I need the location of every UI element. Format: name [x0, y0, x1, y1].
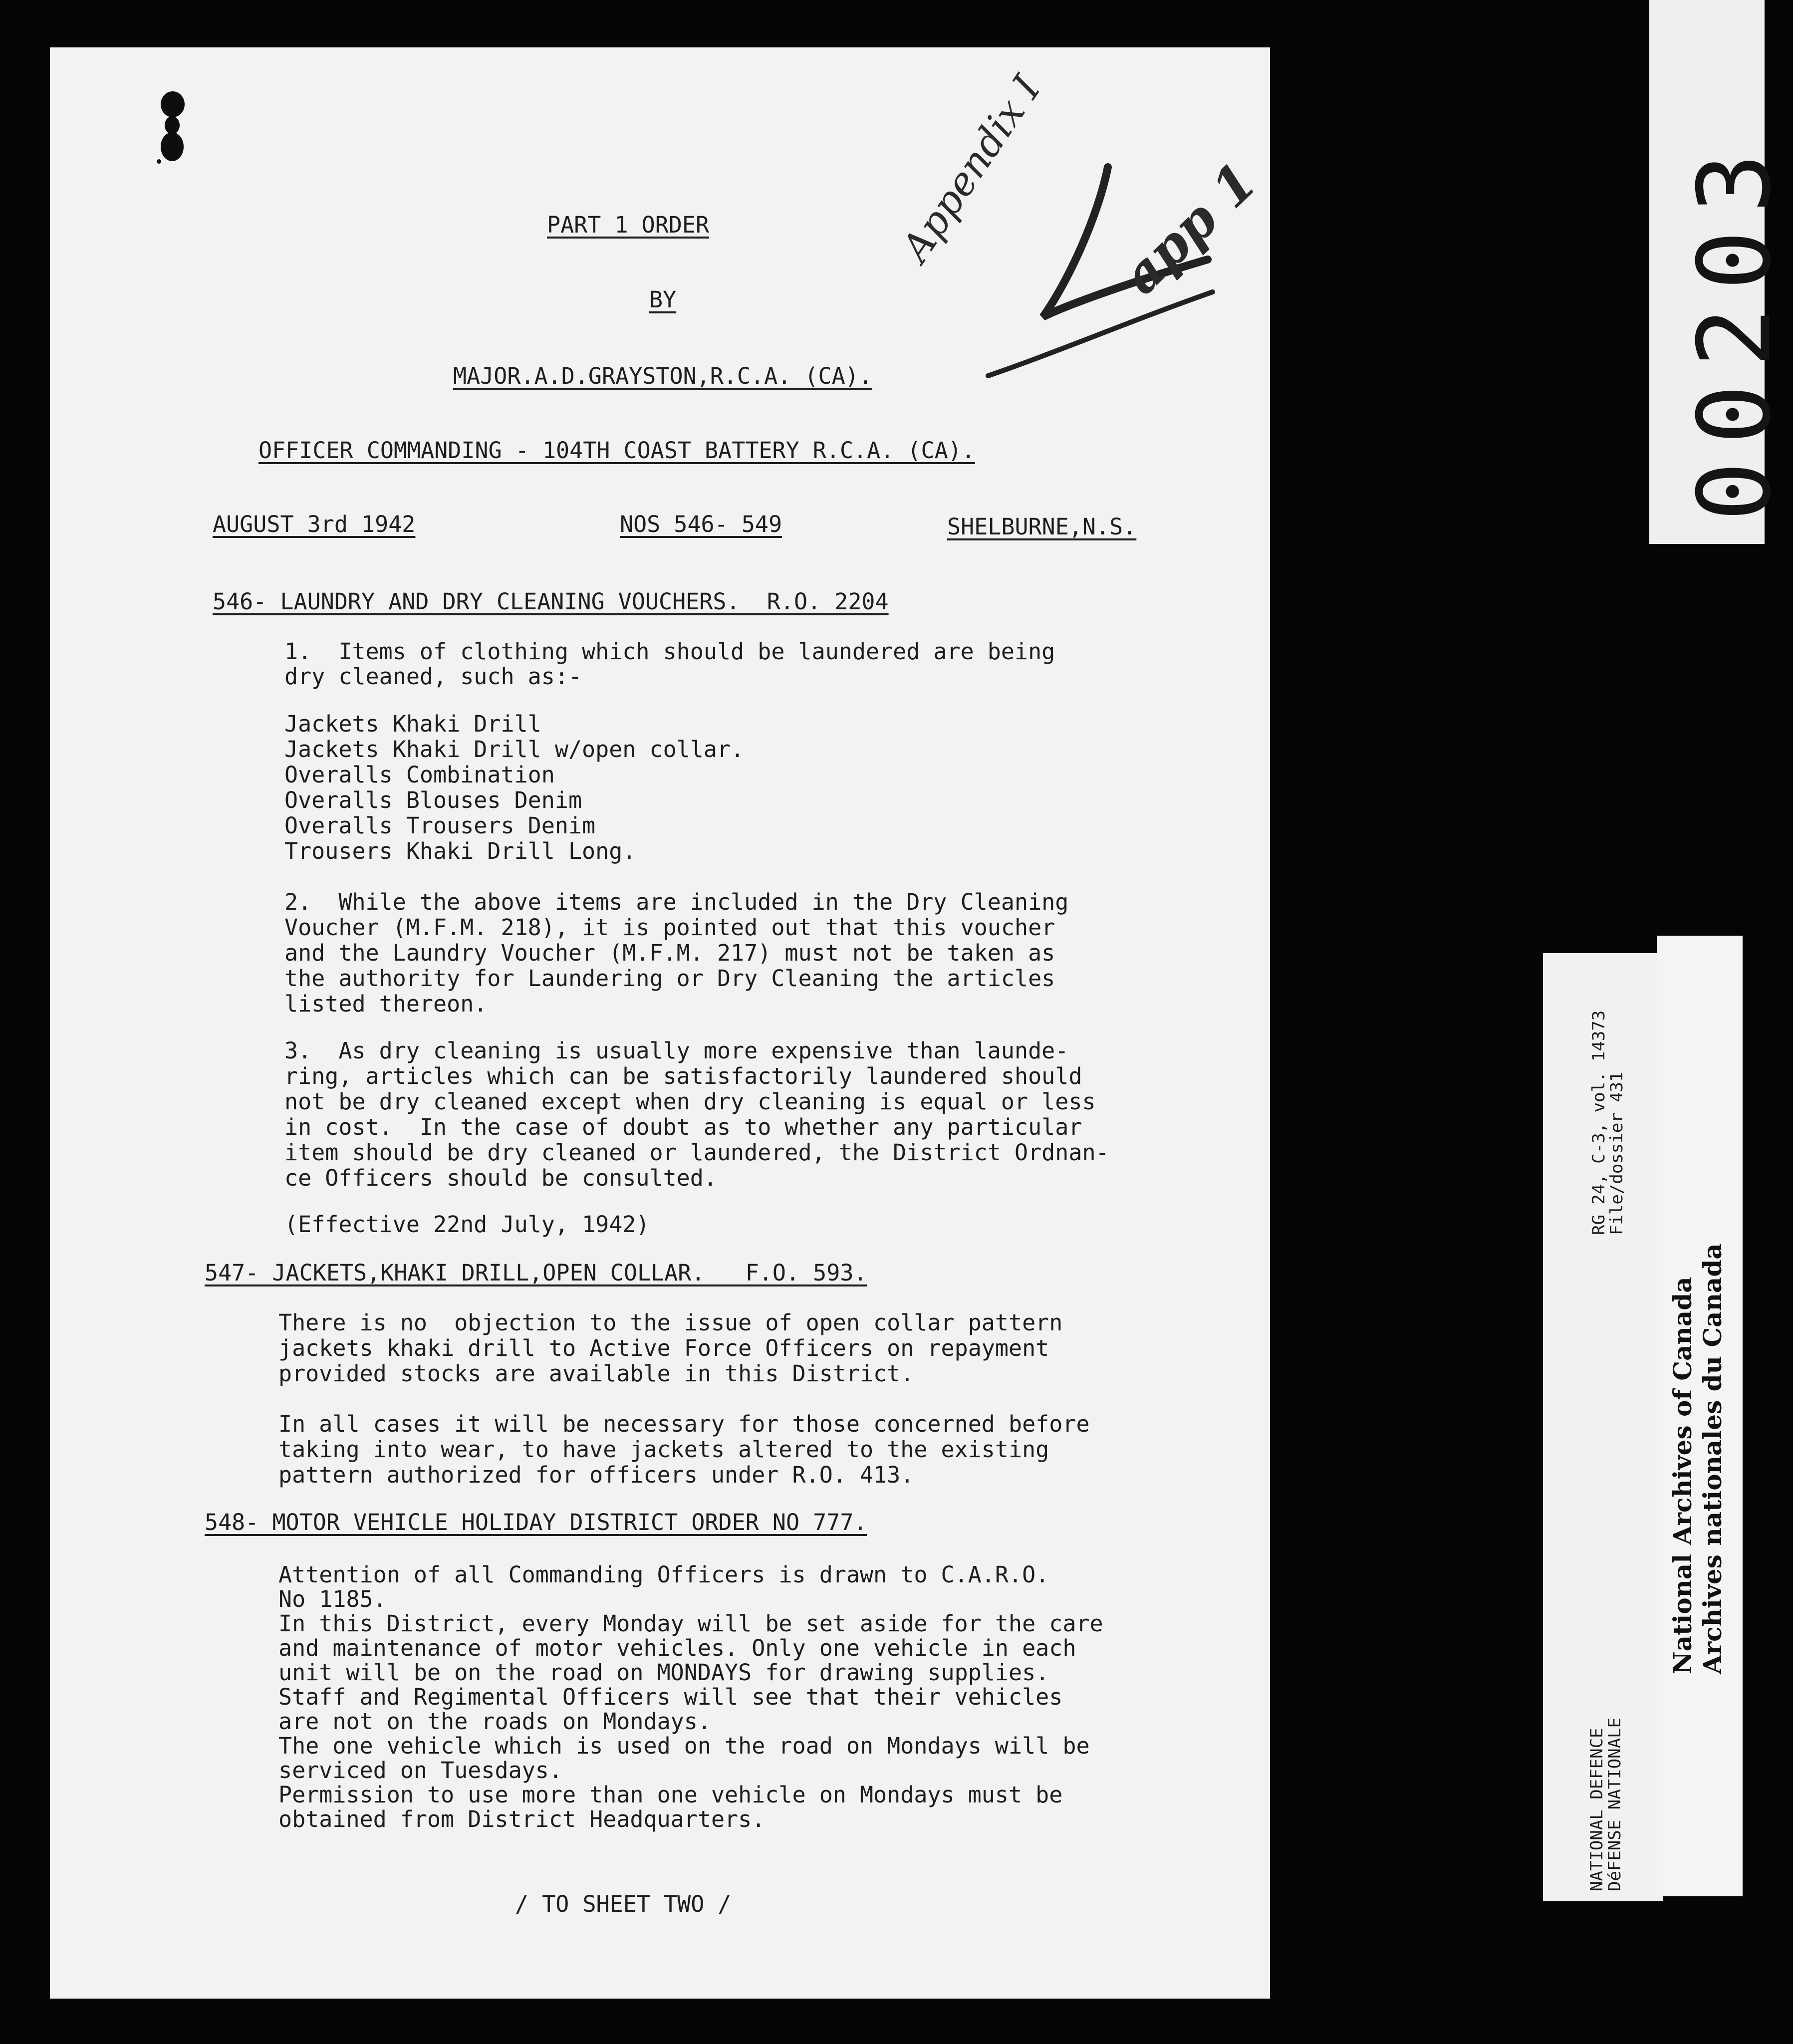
list-item: Overalls Trousers Denim	[284, 812, 596, 839]
paragraph-line: Permission to use more than one vehicle on Mondays must be	[278, 1782, 1063, 1808]
title-unit: OFFICER COMMANDING - 104TH COAST BATTERY R.C.A. (CA).	[258, 437, 975, 464]
typed-order-sheet	[50, 47, 1270, 1999]
title-by: BY	[649, 286, 677, 313]
punch-hole-mark	[161, 91, 185, 117]
list-item: Trousers Khaki Drill Long.	[284, 838, 636, 864]
paragraph-line: serviced on Tuesdays.	[278, 1757, 562, 1784]
paragraph-line: Attention of all Commanding Officers is drawn to C.A.R.O.	[278, 1561, 1049, 1588]
continued-footer: / TO SHEET TWO /	[515, 1891, 732, 1917]
paragraph-line: unit will be on the road on MONDAYS for drawing supplies.	[278, 1659, 1049, 1686]
paragraph-line: dry cleaned, such as:-	[284, 663, 582, 690]
paragraph-line: provided stocks are available in this District.	[278, 1360, 914, 1387]
paragraph-line: are not on the roads on Mondays.	[278, 1708, 711, 1735]
archives-label	[1657, 936, 1743, 1896]
list-item: Jackets Khaki Drill	[284, 711, 541, 737]
punch-hole-mark	[161, 132, 184, 161]
archives-name-fr: Archives nationales du Canada	[1698, 1243, 1727, 1674]
paragraph-line: There is no objection to the issue of open collar pattern	[278, 1309, 1063, 1336]
list-item: Overalls Blouses Denim	[284, 787, 582, 813]
title-part: PART 1 ORDER	[547, 212, 710, 238]
paragraph-line: taking into wear, to have jackets altered to the existing	[278, 1436, 1049, 1463]
punch-hole-mark	[165, 116, 180, 134]
department-en: NATIONAL DEFENCE	[1587, 1728, 1607, 1891]
reference-label	[1543, 953, 1663, 1901]
paragraph-line: The one vehicle which is used on the road on Mondays will be	[278, 1733, 1090, 1759]
order-date: AUGUST 3rd 1942	[213, 511, 416, 537]
paragraph-line: 3. As dry cleaning is usually more expensive than launde-	[284, 1037, 1069, 1064]
section-546-heading: 546- LAUNDRY AND DRY CLEANING VOUCHERS. R.O. 2204	[213, 588, 889, 615]
paragraph-line: item should be dry cleaned or laundered, the District Ordnan-	[284, 1139, 1109, 1166]
paragraph-line: 1. Items of clothing which should be laundered are being	[284, 638, 1055, 665]
section-547-heading: 547- JACKETS,KHAKI DRILL,OPEN COLLAR. F.O. 593.	[205, 1260, 867, 1286]
paragraph-line: ring, articles which can be satisfactorily laundered should	[284, 1063, 1082, 1089]
order-place: SHELBURNE,N.S.	[947, 513, 1137, 540]
section-548-heading: 548- MOTOR VEHICLE HOLIDAY DISTRICT ORDER NO 777.	[205, 1509, 867, 1535]
frame-number: 00203	[1677, 136, 1793, 521]
order-numbers: NOS 546- 549	[620, 511, 782, 537]
paragraph-line: No 1185.	[278, 1586, 387, 1612]
paragraph-line: not be dry cleaned except when dry cleaning is equal or less	[284, 1088, 1096, 1115]
paragraph-line: the authority for Laundering or Dry Cleaning the articles	[284, 965, 1055, 992]
title-name: MAJOR.A.D.GRAYSTON,R.C.A. (CA).	[453, 363, 872, 389]
paragraph-line: In all cases it will be necessary for those concerned before	[278, 1411, 1090, 1437]
department-fr: DéFENSE NATIONALE	[1605, 1718, 1625, 1891]
reference-line-1: RG 24, C-3, vol. 14373	[1589, 1010, 1609, 1235]
effective-date-note: (Effective 22nd July, 1942)	[284, 1211, 650, 1238]
paragraph-line: and the Laundry Voucher (M.F.M. 217) must not be taken as	[284, 940, 1055, 966]
appendix-annotation: Appendix I	[893, 67, 1050, 270]
paragraph-line: and maintenance of motor vehicles. Only one vehicle in each	[278, 1635, 1076, 1661]
paragraph-line: ce Officers should be consulted.	[284, 1165, 717, 1191]
archives-name-en: National Archives of Canada	[1668, 1277, 1697, 1674]
paragraph-line: jackets khaki drill to Active Force Officers on repayment	[278, 1335, 1049, 1361]
paragraph-line: listed thereon.	[284, 991, 488, 1017]
paragraph-line: in cost. In the case of doubt as to whether any particular	[284, 1114, 1082, 1140]
punch-hole-mark	[157, 159, 161, 164]
paragraph-line: obtained from District Headquarters.	[278, 1806, 766, 1832]
paragraph-line: pattern authorized for officers under R.O. 413.	[278, 1462, 914, 1488]
list-item: Overalls Combination	[284, 762, 555, 788]
frame-number-strip	[1649, 0, 1793, 544]
app-annotation: app 1	[1110, 150, 1269, 306]
paragraph-line: In this District, every Monday will be set aside for the care	[278, 1610, 1103, 1637]
paragraph-line: Voucher (M.F.M. 218), it is pointed out that this voucher	[284, 914, 1055, 941]
paragraph-line: 2. While the above items are included in the Dry Cleaning	[284, 889, 1069, 915]
list-item: Jackets Khaki Drill w/open collar.	[284, 736, 745, 763]
paragraph-line: Staff and Regimental Officers will see that their vehicles	[278, 1684, 1063, 1710]
reference-line-2: File/dossier 431	[1607, 1071, 1627, 1235]
